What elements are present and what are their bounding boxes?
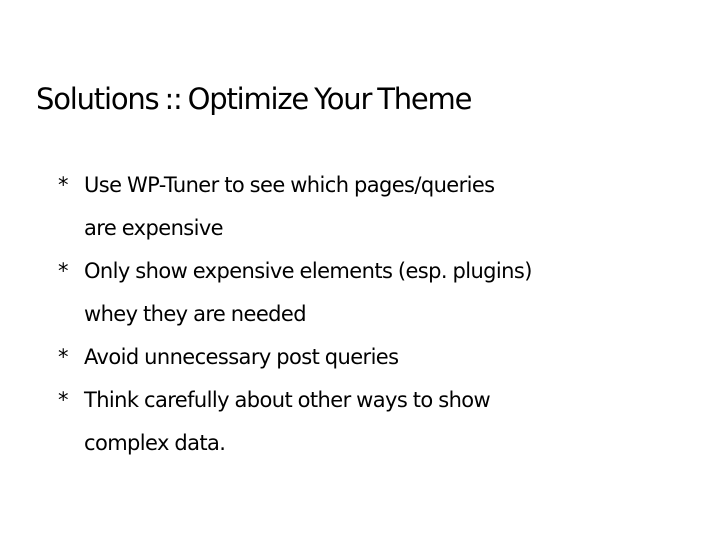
bullet-item [58,336,532,379]
bullet-marker: * [58,173,68,197]
bullet-line: complex data. [84,431,226,455]
bullet-marker: * [58,259,68,283]
bullet-line: Only show expensive elements (esp. plugins) [84,259,532,283]
bullet-list [58,164,532,465]
bullet-line: Use WP-Tuner to see which pages/queries [84,173,495,197]
bullet-item [58,250,532,336]
bullet-line: Avoid unnecessary post queries [84,345,399,369]
bullet-item [58,379,532,465]
bullet-marker: * [58,388,68,412]
bullet-marker: * [58,345,68,369]
slide-title: Solutions :: Optimize Your Theme [36,82,472,116]
bullet-line: Think carefully about other ways to show [84,388,491,412]
bullet-item [58,164,532,250]
bullet-line: whey they are needed [84,302,306,326]
bullet-line: are expensive [84,216,223,240]
